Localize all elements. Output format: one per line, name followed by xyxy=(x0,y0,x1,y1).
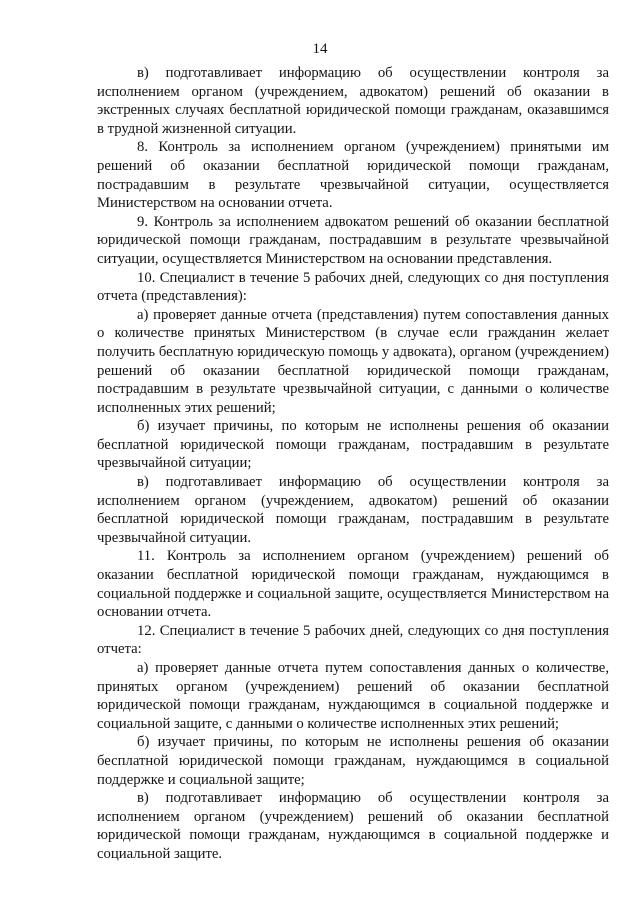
paragraph-9-control-lawyer-emergency: 9. Контроль за исполнением адвокатом решений об оказании бесплатной юридической помощи гражданам, пострадавшим в результате чрезвычайной ситуации, осуществляется Министерством на основании представления. xyxy=(97,213,609,267)
page-number: 14 xyxy=(312,41,328,57)
paragraph-12v-prepare-info: в) подготавливает информацию об осуществлении контроля за исполнением органом (учреждением) решений об оказании бесплатной юридической помощи гражданам, нуждающимся в социальной поддержке и социальной защите. xyxy=(97,790,609,862)
paragraph-11-control-social-support: 11. Контроль за исполнением органом (учреждением) решений об оказании бесплатной юридической помощи гражданам, нуждающимся в социальной поддержке и социальной защите, осуществляется Министерством на основании отчета. xyxy=(97,548,609,621)
paragraph-12a-check-report: а) проверяет данные отчета путем сопоставления данных о количестве, принятых органом (учреждением) решений об оказании бесплатной юридической помощи гражданам, нуждающимся в социальной поддержке и социальной защите, с данными о количестве исполненных этих решений; xyxy=(97,660,609,732)
paragraph-10-specialist-review: 10. Специалист в течение 5 рабочих дней, следующих со дня поступления отчета (представления): xyxy=(97,269,609,305)
paragraph-10b-study-reasons: б) изучает причины, по которым не исполнены решения об оказании бесплатной юридической помощи гражданам, пострадавшим в результате чрезвычайной ситуации; xyxy=(97,418,609,472)
document-body xyxy=(97,64,609,864)
paragraph-12b-study-reasons: б) изучает причины, по которым не исполнены решения об оказании бесплатной юридической помощи гражданам, нуждающимся в социальной поддержке и социальной защите; xyxy=(97,734,609,788)
paragraph-10v-prepare-info: в) подготавливает информацию об осуществлении контроля за исполнением органом (учреждением, адвокатом) решений об оказании бесплатной юридической помощи гражданам, пострадавшим в результате чрезвычайной ситуации. xyxy=(97,474,609,546)
paragraph-12-specialist-review: 12. Специалист в течение 5 рабочих дней, следующих со дня поступления отчета: xyxy=(97,622,609,658)
paragraph-10a-check-report: а) проверяет данные отчета (представления) путем сопоставления данных о количестве принятых Министерством (в случае если гражданин желает получить бесплатную юридическую помощь у адвоката), органом (учреждением) решений об оказании бесплатной юридической помощи гражданам, пострадавшим в результате чрезвычайной ситуации, с данными о количестве исполненных этих решений; xyxy=(97,306,609,416)
paragraph-1v-prepare-info-emergency: в) подготавливает информацию об осуществлении контроля за исполнением органом (учреждением, адвокатом) решений об оказании в экстренных случаях бесплатной юридической помощи гражданам, оказавшимся в трудной жизненной ситуации. xyxy=(97,65,609,137)
paragraph-8-control-organ-emergency: 8. Контроль за исполнением органом (учреждением) принятыми им решений об оказании бесплатной юридической помощи гражданам, пострадавшим в результате чрезвычайной ситуации, осуществляется Министерством на основании отчета. xyxy=(97,139,609,212)
